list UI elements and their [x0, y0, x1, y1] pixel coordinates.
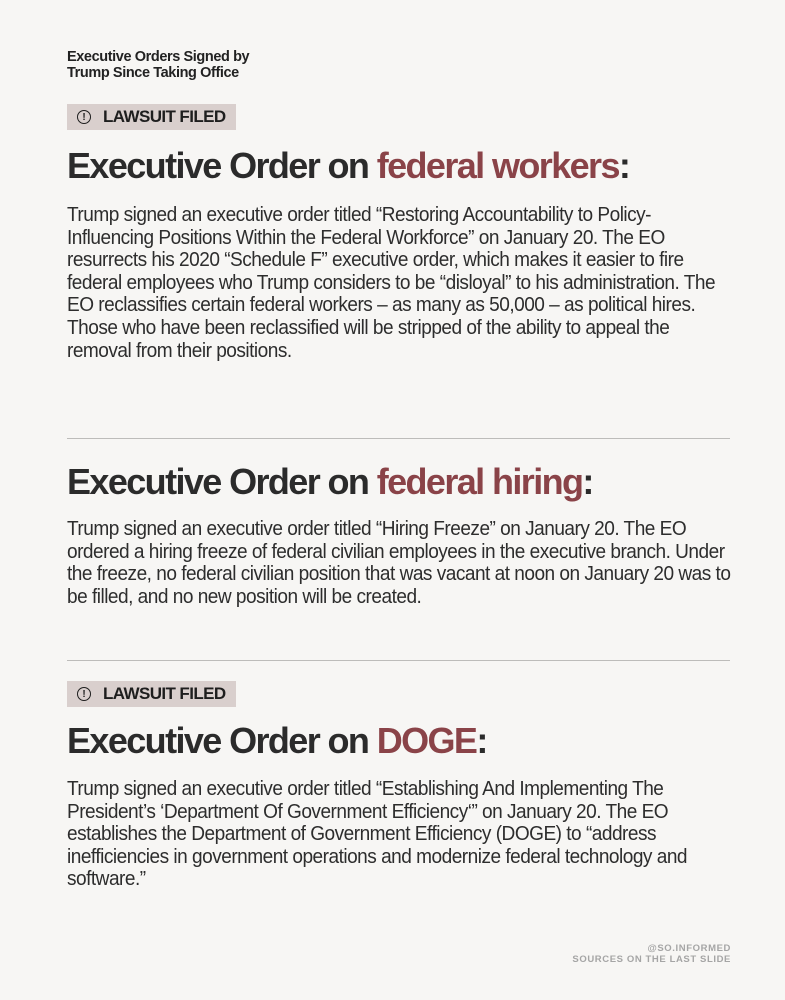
heading-suffix: :	[618, 145, 630, 186]
series-title-line-1: Executive Orders Signed by	[67, 49, 250, 65]
series-title	[67, 49, 249, 81]
section-body: Trump signed an executive order titled “Establishing And Implementing The President’s ‘Department Of Government Efficiency‘” on January 20. The EO establishes the Department of Government Efficiency (DOGE) to “address inefficiencies in government operations and modernize federal technology and software.”	[67, 777, 688, 891]
heading-prefix: Executive Order on	[67, 720, 377, 761]
sources-note: SOURCES ON THE LAST SLIDE	[572, 954, 731, 965]
heading-prefix: Executive Order on	[67, 145, 377, 186]
divider	[67, 438, 730, 439]
heading-suffix: :	[582, 461, 593, 502]
series-title-line-2: Trump Since Taking Office	[67, 65, 239, 81]
heading-accent: DOGE	[376, 720, 477, 761]
lawsuit-filed-badge	[67, 104, 236, 130]
section-heading	[67, 462, 593, 502]
badge-label: LAWSUIT FILED	[103, 107, 226, 126]
heading-accent: federal hiring	[376, 461, 583, 502]
account-handle: @SO.INFORMED	[647, 943, 731, 954]
section-heading	[67, 146, 629, 186]
section-body: Trump signed an executive order titled “Restoring Accountability to Policy-Influencing Positions Within the Federal Workforce” on January 20. The EO resurrects his 2020 “Schedule F” executive order, which makes it easier to fire federal employees who Trump considers to be “disloyal” to his administration. The EO reclassifies certain federal workers – as many as 50,000 – as political hires. Those who have been reclassified will be stripped of the ability to appeal the removal from their positions.	[67, 203, 716, 362]
heading-prefix: Executive Order on	[67, 461, 377, 502]
section-heading	[67, 721, 487, 761]
divider	[67, 660, 730, 661]
heading-accent: federal workers	[376, 145, 619, 186]
exclamation-circle-icon: !	[77, 687, 91, 701]
exclamation-circle-icon: !	[77, 110, 91, 124]
section-body: Trump signed an executive order titled “Hiring Freeze” on January 20. The EO ordered a hiring freeze of federal civilian employees in the executive branch. Under the freeze, no federal civilian position that was vacant at noon on January 20 was to be filled, and no new position will be created.	[67, 517, 731, 608]
heading-suffix: :	[476, 720, 487, 761]
footer	[572, 943, 731, 965]
lawsuit-filed-badge	[67, 681, 236, 707]
badge-label: LAWSUIT FILED	[103, 684, 226, 703]
